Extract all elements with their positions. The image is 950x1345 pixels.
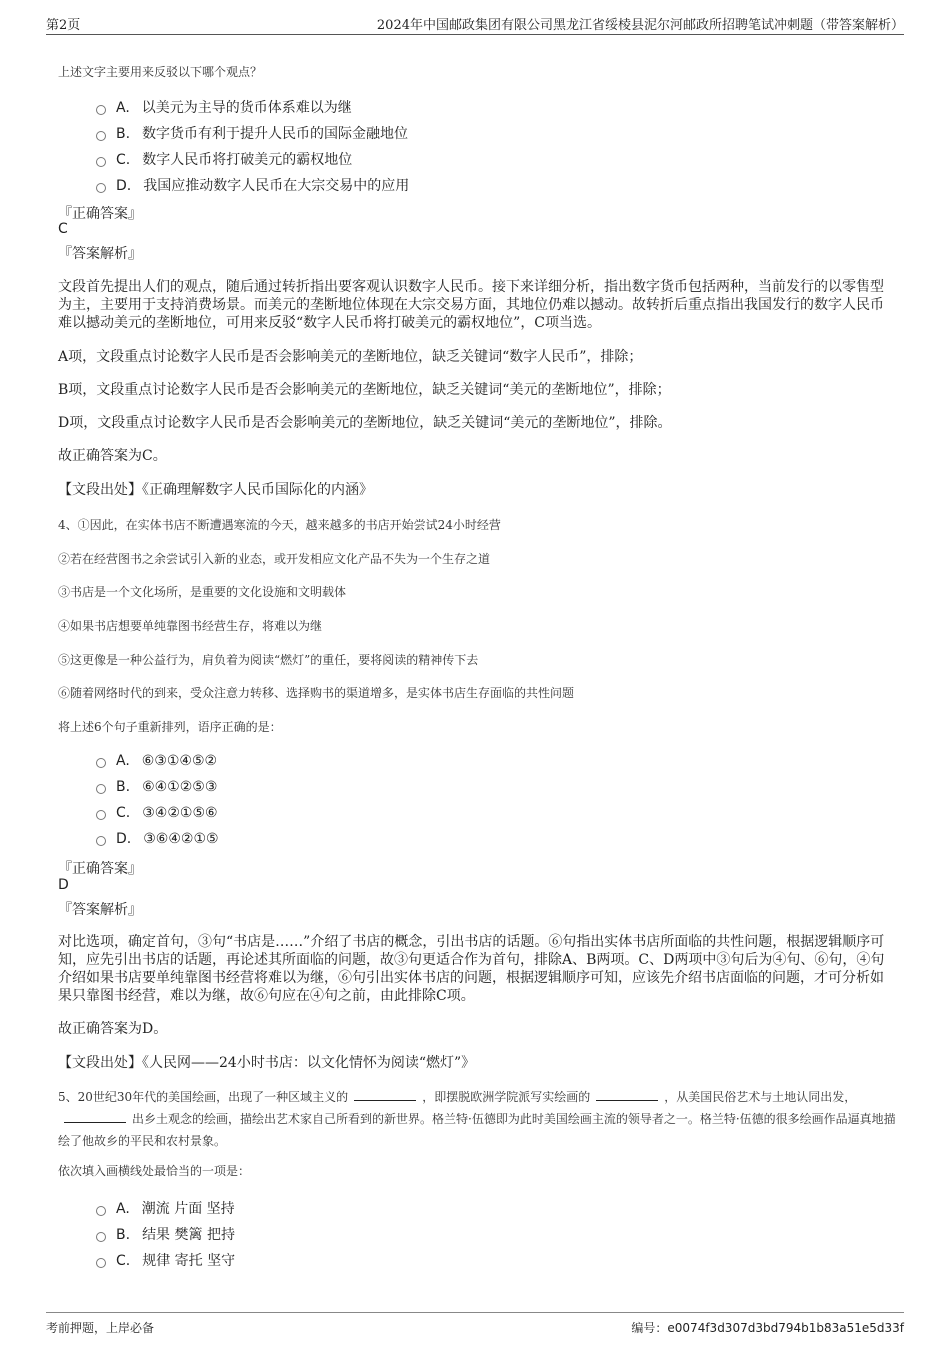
q4-prompt: 将上述6个句子重新排列，语序正确的是： [58,720,282,734]
q5-question: 5、20世纪30年代的美国绘画，出现了一种区域主义的 ，即摆脱欧洲学院派写实绘画的 ，从美国民俗艺术与土地认同出发，出乡土观念的绘画，描绘出艺术家自己所看到的新世界。格兰特·伍德即为此时美国绘画主流的领导者之一。格兰特·伍德的很多绘画作品逼真地描绘了他故乡的平民和农村景象。 [58,1090,896,1148]
page-footer [46,1312,904,1339]
q4-analysis: 对比选项，确定首句，③句“书店是……”介绍了书店的概念，引出书店的话题。⑥句指出实体书店所面临的共性问题，根据逻辑顺序可知，应先引出书店的话题，再论述其所面临的问题，故③句更适合作为首句，排除A、B两项。C、D两项中③句后为④句、⑥句，④句介绍如果书店要单纯靠图书经营将难以为继，⑥句引出实体书店的问题，根据逻辑顺序可知，应该先介绍书店面临的问题，才可分析如果只靠图书经营，难以为继，故⑥句应在④句之前，由此排除C项。 [58,934,885,1004]
radio-icon[interactable] [96,105,106,115]
q3-option-c[interactable]: C. 数字人民币将打破美元的霸权地位 [96,149,352,169]
radio-icon[interactable] [96,1232,106,1242]
q3-analysis-b: B项，文段重点讨论数字人民币是否会影响美元的垄断地位，缺乏关键词“美元的垄断地位”，排除； [58,382,671,398]
q5-option-b[interactable]: B. 结果 樊篱 把持 [96,1224,235,1244]
q3-source: 【文段出处】《正确理解数字人民币国际化的内涵》 [58,482,373,498]
blank-3 [64,1110,126,1123]
document-code: e0074f3d307d3bd794b1b83a51e5d33f [667,1321,904,1335]
radio-icon[interactable] [96,1258,106,1268]
page-header [46,10,904,35]
footer-code: 编号：e0074f3d307d3bd794b1b83a51e5d33f [631,1321,904,1335]
q4-option-d[interactable]: D. ③⑥④②①⑤ [96,831,219,847]
q5-prompt: 依次填入画横线处最恰当的一项是： [58,1164,251,1178]
document-title: 2024年中国邮政集团有限公司黑龙江省绥棱县泥尔河邮政所招聘笔试冲刺题（带答案解析） [376,18,904,33]
q3-analysis: 文段首先提出人们的观点，随后通过转折指出要客观认识数字人民币。接下来详细分析，指出数字货币包括两种，当前发行的以零售型为主，主要用于支持消费场景。而美元的垄断地位体现在大宗交易方面，其地位仍难以撼动。故转折后重点指出我国发行的数字人民币难以撼动美元的垄断地位，可用来反驳“数字人民币将打破美元的霸权地位”，C项当选。 [58,279,884,331]
radio-icon[interactable] [96,1206,106,1216]
q3-option-d[interactable]: D. 我国应推动数字人民币在大宗交易中的应用 [96,175,409,195]
q4-option-c[interactable]: C. ③④②①⑤⑥ [96,805,218,821]
radio-icon[interactable] [96,810,106,820]
q3-answer-label: 『正确答案』 [58,206,142,222]
blank-1 [354,1088,416,1101]
page-number: 第2页 [46,18,81,33]
q4-sentence-6: ⑥随着网络时代的到来，受众注意力转移、选择购书的渠道增多，是实体书店生存面临的共性问题 [58,686,575,700]
q4-sentence-5: ⑤这更像是一种公益行为，肩负着为阅读“燃灯”的重任，要将阅读的精神传下去 [58,653,479,667]
radio-icon[interactable] [96,784,106,794]
radio-icon[interactable] [96,157,106,167]
radio-icon[interactable] [96,183,106,193]
q3-option-b[interactable]: B. 数字货币有利于提升人民币的国际金融地位 [96,123,408,143]
q3-analysis-label: 『答案解析』 [58,246,142,262]
q3-analysis-d: D项，文段重点讨论数字人民币是否会影响美元的垄断地位，缺乏关键词“美元的垄断地位”，排除。 [58,415,672,431]
q3-analysis-a: A项，文段重点讨论数字人民币是否会影响美元的垄断地位，缺乏关键词“数字人民币”，排除； [58,349,643,365]
q4-answer: D [58,877,69,893]
q4-option-a[interactable]: A. ⑥③①④⑤② [96,753,217,769]
radio-icon[interactable] [96,758,106,768]
q3-conclusion: 故正确答案为C。 [58,448,167,464]
q5-option-c[interactable]: C. 规律 寄托 坚守 [96,1250,235,1270]
q4-sentence-2: ②若在经营图书之余尝试引入新的业态，或开发相应文化产品不失为一个生存之道 [58,552,491,566]
q4-sentence-3: ③书店是一个文化场所，是重要的文化设施和文明载体 [58,585,347,599]
blank-2 [596,1088,658,1101]
footer-slogan: 考前押题，上岸必备 [46,1321,155,1335]
q4-source: 【文段出处】《人民网——24小时书店：以文化情怀为阅读“燃灯”》 [58,1055,476,1071]
q4-analysis-label: 『答案解析』 [58,902,142,918]
q3-answer: C [58,221,68,237]
q4-answer-label: 『正确答案』 [58,861,142,877]
q5-option-a[interactable]: A. 潮流 片面 坚持 [96,1198,235,1218]
q4-question: 4、①因此，在实体书店不断遭遇寒流的今天，越来越多的书店开始尝试24小时经营 [58,518,501,532]
q4-conclusion: 故正确答案为D。 [58,1021,168,1037]
q3-question: 上述文字主要用来反驳以下哪个观点？ [58,65,263,79]
radio-icon[interactable] [96,836,106,846]
radio-icon[interactable] [96,131,106,141]
q4-sentence-4: ④如果书店想要单纯靠图书经营生存，将难以为继 [58,619,323,633]
q3-option-a[interactable]: A. 以美元为主导的货币体系难以为继 [96,97,352,117]
q4-option-b[interactable]: B. ⑥④①②⑤③ [96,779,217,795]
